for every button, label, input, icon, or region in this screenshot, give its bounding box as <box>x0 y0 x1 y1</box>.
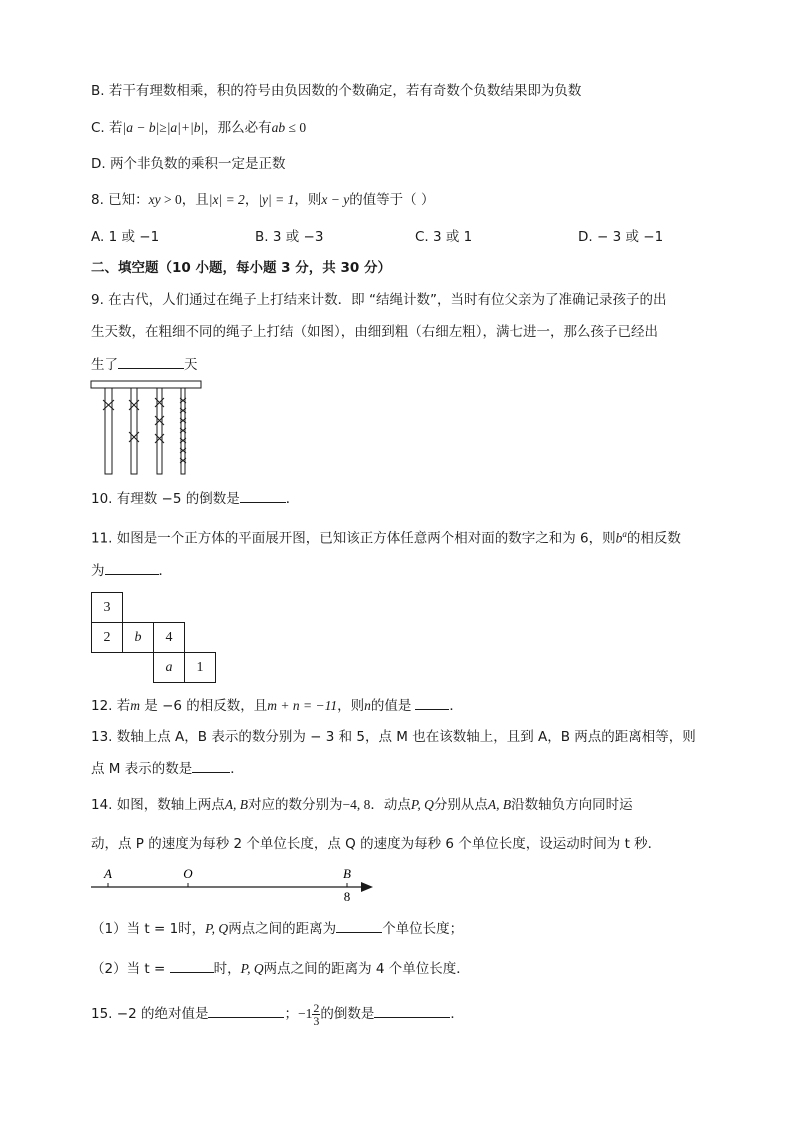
q9-line3-pre: 生了 <box>91 357 118 373</box>
q7-option-b: B. 若干有理数相乘，积的符号由负因数的个数确定，若有奇数个负数结果即为负数 <box>91 83 582 99</box>
q11-b: b <box>615 530 623 546</box>
q13-line2-pre: 点 M 表示的数是 <box>91 761 193 777</box>
q9-answer-blank[interactable] <box>118 354 184 369</box>
q8-tail: 的值等于（ ） <box>349 192 435 208</box>
q8-xy: xy <box>148 192 161 207</box>
q9-line3-post: 天 <box>184 357 198 373</box>
q11-line1-pre: 11. 如图是一个正方体的平面展开图，已知该正方体任意两个相对面的数字之和为 6，则 <box>91 530 616 547</box>
q15-frac-num: 2 <box>313 1000 320 1015</box>
q13-line2 <box>91 758 244 779</box>
q13-answer-blank[interactable] <box>192 758 230 773</box>
q14-vals: −4, 8 <box>342 797 371 812</box>
q15-pre: 15. −2 的绝对值是 <box>91 1006 209 1022</box>
q7-option-c-ab: ab <box>271 120 286 135</box>
q12-mid3: 的值是 <box>370 698 412 714</box>
q14-sub2-answer-blank[interactable] <box>170 958 214 973</box>
section-2-title: 二、填空题（10 小题，每小题 3 分，共 30 分） <box>91 260 391 276</box>
q8-option-b: B. 3 或 −3 <box>255 229 324 245</box>
q14-line1 <box>91 795 633 815</box>
q7-option-c-prefix: C. 若 <box>91 120 123 136</box>
q15-frac-den: 3 <box>313 1013 320 1028</box>
net-cell-b: b <box>123 623 154 653</box>
q10 <box>91 488 299 509</box>
q15-post: ． <box>450 1006 464 1022</box>
net-cell-2: 2 <box>92 623 123 653</box>
q13-line2-post: ． <box>230 761 244 777</box>
q12-n: n <box>364 698 371 713</box>
q13-line1: 13. 数轴上点 A，B 表示的数分别为 − 3 和 5，点 M 也在该数轴上，且到 A，B 两点的距离相等，则 <box>91 729 696 745</box>
q14-line1-post: 沿数轴负方向同时运 <box>511 797 633 813</box>
q11-line2-pre: 为 <box>91 563 105 579</box>
number-line-arrow <box>361 882 373 892</box>
q14-sub2-pre: （2）当 t = <box>91 961 170 977</box>
q12-pre: 12. 若 <box>91 698 131 714</box>
q14-sub2 <box>91 958 470 979</box>
q9-line2: 生天数，在粗细不同的绳子上打结（如图），由细到粗（右细左粗），满七进一，那么孩子已经出 <box>91 324 658 340</box>
q8-sep: ， <box>244 192 259 208</box>
q11-line1-post: 的相反数 <box>626 530 681 547</box>
q10-post: ． <box>285 491 300 507</box>
q7-option-d: D. 两个非负数的乘积一定是正数 <box>91 156 286 172</box>
label-o: O <box>183 866 193 881</box>
q8-gt0: > 0 <box>160 192 182 207</box>
q12-m: m <box>130 698 141 713</box>
q11-answer-blank[interactable] <box>105 560 159 575</box>
q14-sub2-mid: 时， <box>213 961 241 977</box>
q14-line1-mid3: 分别从点 <box>433 797 488 813</box>
q14-sub1-pq: P, Q <box>205 921 229 936</box>
q8-xmy: x − y <box>321 192 350 207</box>
q14-ab: A, B <box>224 797 249 812</box>
label-a: A <box>104 866 112 881</box>
q8-option-c: C. 3 或 1 <box>415 229 473 245</box>
q12-answer-blank[interactable] <box>415 695 449 710</box>
q8-mid1: ，且 <box>181 192 209 208</box>
q14-line2: 动，点 P 的速度为每秒 2 个单位长度，点 Q 的速度为每秒 6 个单位长度，设运动时间为 t 秒． <box>91 836 662 852</box>
q9-line3 <box>91 354 198 375</box>
q14-sub2-pq: P, Q <box>240 961 264 976</box>
q8-option-a: A. 1 或 −1 <box>91 229 160 245</box>
net-cell-3: 3 <box>92 593 123 623</box>
q7-option-c-expr: |a − b|≥|a|+|b| <box>122 120 205 135</box>
q11-line1 <box>91 524 681 549</box>
q8-absx: |x| = 2 <box>208 192 245 207</box>
rope-bar <box>91 381 201 388</box>
q15-mid: ； <box>284 1006 298 1022</box>
q8-option-d: D. − 3 或 −1 <box>578 229 664 245</box>
q14-pq: P, Q <box>410 797 434 812</box>
q14-line1-pre: 14. 如图，数轴上两点 <box>91 797 225 813</box>
q12-eq: m + n = −11 <box>267 698 338 713</box>
net-cell-a: a <box>154 653 185 683</box>
q15-mid2: 的倒数是 <box>320 1006 375 1022</box>
q9-line1: 9. 在古代，人们通过在绳子上打结来计数．即 “结绳计数”，当时有位父亲为了准确记录孩子的出 <box>91 292 667 308</box>
rope-1 <box>105 388 112 474</box>
q12-mid2: ，则 <box>337 698 365 714</box>
q14-sub1-post: 个单位长度； <box>382 921 464 937</box>
q15 <box>91 1001 464 1027</box>
q7-option-c-mid: ，那么必有 <box>204 120 272 136</box>
q15-answer-blank-1[interactable] <box>208 1003 284 1018</box>
q12-mid1: 是 −6 的相反数，且 <box>140 698 268 714</box>
number-line <box>91 864 381 904</box>
q10-answer-blank[interactable] <box>240 488 286 503</box>
q7-option-c-rel: ≤ 0 <box>285 120 307 135</box>
q14-sub1-answer-blank[interactable] <box>336 918 382 933</box>
q8-prefix: 8. 已知： <box>91 192 149 208</box>
tick-label-8: 8 <box>343 889 351 904</box>
cube-net <box>91 592 216 683</box>
q14-line1-mid: 对应的数分别为 <box>248 797 343 813</box>
rope-knots <box>103 398 186 463</box>
q12 <box>91 695 463 716</box>
knot-rope-figure <box>91 380 203 475</box>
q14-sub1 <box>91 918 463 939</box>
rope-2 <box>131 388 137 474</box>
net-cell-4: 4 <box>154 623 185 653</box>
q11-a: a <box>622 529 627 539</box>
q8-stem <box>91 190 434 210</box>
label-b: B <box>343 866 351 881</box>
q12-post: ． <box>449 698 463 714</box>
q15-neg1: −1 <box>297 1006 313 1021</box>
q8-mid2: ，则 <box>294 192 322 208</box>
q14-ab-2: A, B <box>487 797 512 812</box>
q15-answer-blank-2[interactable] <box>374 1003 450 1018</box>
q10-pre: 10. 有理数 −5 的倒数是 <box>91 491 240 507</box>
q14-line1-mid2: ．动点 <box>370 797 411 813</box>
q14-sub1-pre: （1）当 t = 1时， <box>91 921 206 937</box>
q14-sub2-post: 两点之间的距离为 4 个单位长度． <box>263 961 470 977</box>
q11-line2 <box>91 560 172 581</box>
q14-sub1-mid: 两点之间的距离为 <box>228 921 337 937</box>
q11-line2-post: ． <box>158 563 172 579</box>
q8-absy: |y| = 1 <box>258 192 295 207</box>
q7-option-c <box>91 118 306 138</box>
net-cell-1: 1 <box>185 653 216 683</box>
